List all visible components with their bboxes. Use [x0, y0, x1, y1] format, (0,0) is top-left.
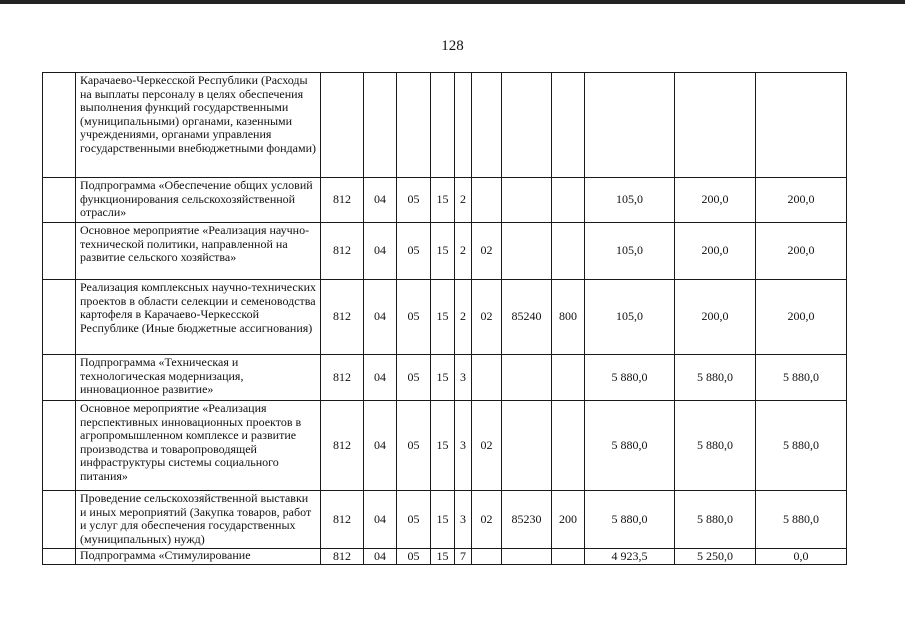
item-name-cell: Проведение сельскохозяйственной выставки и иных мероприятий (Закупка товаров, работ и услуг для обеспечения государственных (муниципальных) нужд): [76, 491, 321, 549]
table-row: [43, 355, 847, 401]
table-row: [43, 401, 847, 491]
measure-code-cell: 02: [472, 280, 502, 355]
row-number-cell: [43, 73, 76, 178]
amount-year2-cell: 200,0: [675, 223, 756, 280]
direction-code-cell: 85230: [502, 491, 552, 549]
item-name-cell: Основное мероприятие «Реализация научно-технической политики, направленной на развитие сельского хозяйства»: [76, 223, 321, 280]
row-number-cell: [43, 178, 76, 223]
razdel-code-cell: [364, 73, 397, 178]
ved-code-cell: 812: [321, 491, 364, 549]
measure-code-cell: [472, 73, 502, 178]
row-number-cell: [43, 280, 76, 355]
amount-year1-cell: 4 923,5: [585, 549, 675, 565]
expense-type-cell: [552, 223, 585, 280]
program-code-cell: 15: [431, 280, 455, 355]
page-number: 128: [441, 38, 464, 54]
program-code-cell: 15: [431, 491, 455, 549]
subprogram-code-cell: 3: [455, 401, 472, 491]
amount-year1-cell: 105,0: [585, 178, 675, 223]
item-name-cell: Подпрограмма «Обеспечение общих условий функционирования сельскохозяйственной отрасли»: [76, 178, 321, 223]
razdel-code-cell: 04: [364, 355, 397, 401]
ved-code-cell: 812: [321, 355, 364, 401]
expense-type-cell: [552, 73, 585, 178]
subprogram-code-cell: 3: [455, 355, 472, 401]
item-name-cell: Подпрограмма «Техническая и технологическая модернизация, инновационное развитие»: [76, 355, 321, 401]
amount-year3-cell: 200,0: [756, 280, 847, 355]
measure-code-cell: [472, 549, 502, 565]
table-row: [43, 73, 847, 178]
subprogram-code-cell: 3: [455, 491, 472, 549]
measure-code-cell: [472, 355, 502, 401]
amount-year2-cell: 200,0: [675, 280, 756, 355]
amount-year1-cell: [585, 73, 675, 178]
podrazdel-code-cell: 05: [397, 549, 431, 565]
amount-year3-cell: 0,0: [756, 549, 847, 565]
podrazdel-code-cell: 05: [397, 280, 431, 355]
item-name-cell: Реализация комплексных научно-технических проектов в области селекции и семеноводства картофеля в Карачаево-Черкесской Республике (Иные бюджетные ассигнования): [76, 280, 321, 355]
expense-type-cell: 200: [552, 491, 585, 549]
podrazdel-code-cell: 05: [397, 355, 431, 401]
row-number-cell: [43, 549, 76, 565]
razdel-code-cell: 04: [364, 401, 397, 491]
amount-year1-cell: 5 880,0: [585, 401, 675, 491]
measure-code-cell: 02: [472, 491, 502, 549]
subprogram-code-cell: 7: [455, 549, 472, 565]
table-row: [43, 491, 847, 549]
razdel-code-cell: 04: [364, 280, 397, 355]
row-number-cell: [43, 491, 76, 549]
program-code-cell: 15: [431, 223, 455, 280]
top-border-rule: [0, 0, 905, 4]
amount-year2-cell: 5 880,0: [675, 355, 756, 401]
amount-year2-cell: [675, 73, 756, 178]
program-code-cell: 15: [431, 401, 455, 491]
amount-year1-cell: 105,0: [585, 223, 675, 280]
expense-type-cell: 800: [552, 280, 585, 355]
table-row: [43, 178, 847, 223]
measure-code-cell: [472, 178, 502, 223]
program-code-cell: [431, 73, 455, 178]
amount-year1-cell: 5 880,0: [585, 355, 675, 401]
direction-code-cell: [502, 223, 552, 280]
direction-code-cell: [502, 73, 552, 178]
ved-code-cell: 812: [321, 178, 364, 223]
podrazdel-code-cell: [397, 73, 431, 178]
ved-code-cell: 812: [321, 401, 364, 491]
subprogram-code-cell: 2: [455, 223, 472, 280]
direction-code-cell: [502, 401, 552, 491]
ved-code-cell: [321, 73, 364, 178]
amount-year2-cell: 5 880,0: [675, 401, 756, 491]
expense-type-cell: [552, 401, 585, 491]
program-code-cell: 15: [431, 549, 455, 565]
ved-code-cell: 812: [321, 549, 364, 565]
razdel-code-cell: 04: [364, 223, 397, 280]
table-row: [43, 223, 847, 280]
amount-year3-cell: 200,0: [756, 178, 847, 223]
row-number-cell: [43, 401, 76, 491]
expense-type-cell: [552, 549, 585, 565]
subprogram-code-cell: [455, 73, 472, 178]
row-number-cell: [43, 223, 76, 280]
amount-year1-cell: 105,0: [585, 280, 675, 355]
program-code-cell: 15: [431, 178, 455, 223]
amount-year3-cell: 5 880,0: [756, 401, 847, 491]
amount-year3-cell: 200,0: [756, 223, 847, 280]
measure-code-cell: 02: [472, 401, 502, 491]
amount-year2-cell: 5 880,0: [675, 491, 756, 549]
table-row: [43, 280, 847, 355]
item-name-cell: Карачаево-Черкесской Республики (Расходы на выплаты персоналу в целях обеспечения выполнения функций государственными (муниципальными) органами, казенными учреждениями, органами управления государственными внебюджетными фондами): [76, 73, 321, 178]
amount-year3-cell: [756, 73, 847, 178]
direction-code-cell: [502, 178, 552, 223]
table-row: [43, 549, 847, 565]
podrazdel-code-cell: 05: [397, 401, 431, 491]
direction-code-cell: [502, 355, 552, 401]
item-name-cell: Основное мероприятие «Реализация перспективных инновационных проектов в агропромышленном комплексе и развитие производства и товаропроводящей инфраструктуры системы социального питания»: [76, 401, 321, 491]
podrazdel-code-cell: 05: [397, 491, 431, 549]
amount-year1-cell: 5 880,0: [585, 491, 675, 549]
razdel-code-cell: 04: [364, 491, 397, 549]
program-code-cell: 15: [431, 355, 455, 401]
budget-table: [42, 72, 847, 565]
subprogram-code-cell: 2: [455, 280, 472, 355]
direction-code-cell: 85240: [502, 280, 552, 355]
ved-code-cell: 812: [321, 280, 364, 355]
amount-year2-cell: 200,0: [675, 178, 756, 223]
measure-code-cell: 02: [472, 223, 502, 280]
amount-year3-cell: 5 880,0: [756, 491, 847, 549]
expense-type-cell: [552, 178, 585, 223]
direction-code-cell: [502, 549, 552, 565]
razdel-code-cell: 04: [364, 549, 397, 565]
expense-type-cell: [552, 355, 585, 401]
ved-code-cell: 812: [321, 223, 364, 280]
subprogram-code-cell: 2: [455, 178, 472, 223]
amount-year2-cell: 5 250,0: [675, 549, 756, 565]
podrazdel-code-cell: 05: [397, 223, 431, 280]
amount-year3-cell: 5 880,0: [756, 355, 847, 401]
item-name-cell: Подпрограмма «Стимулирование: [76, 549, 321, 565]
row-number-cell: [43, 355, 76, 401]
podrazdel-code-cell: 05: [397, 178, 431, 223]
razdel-code-cell: 04: [364, 178, 397, 223]
